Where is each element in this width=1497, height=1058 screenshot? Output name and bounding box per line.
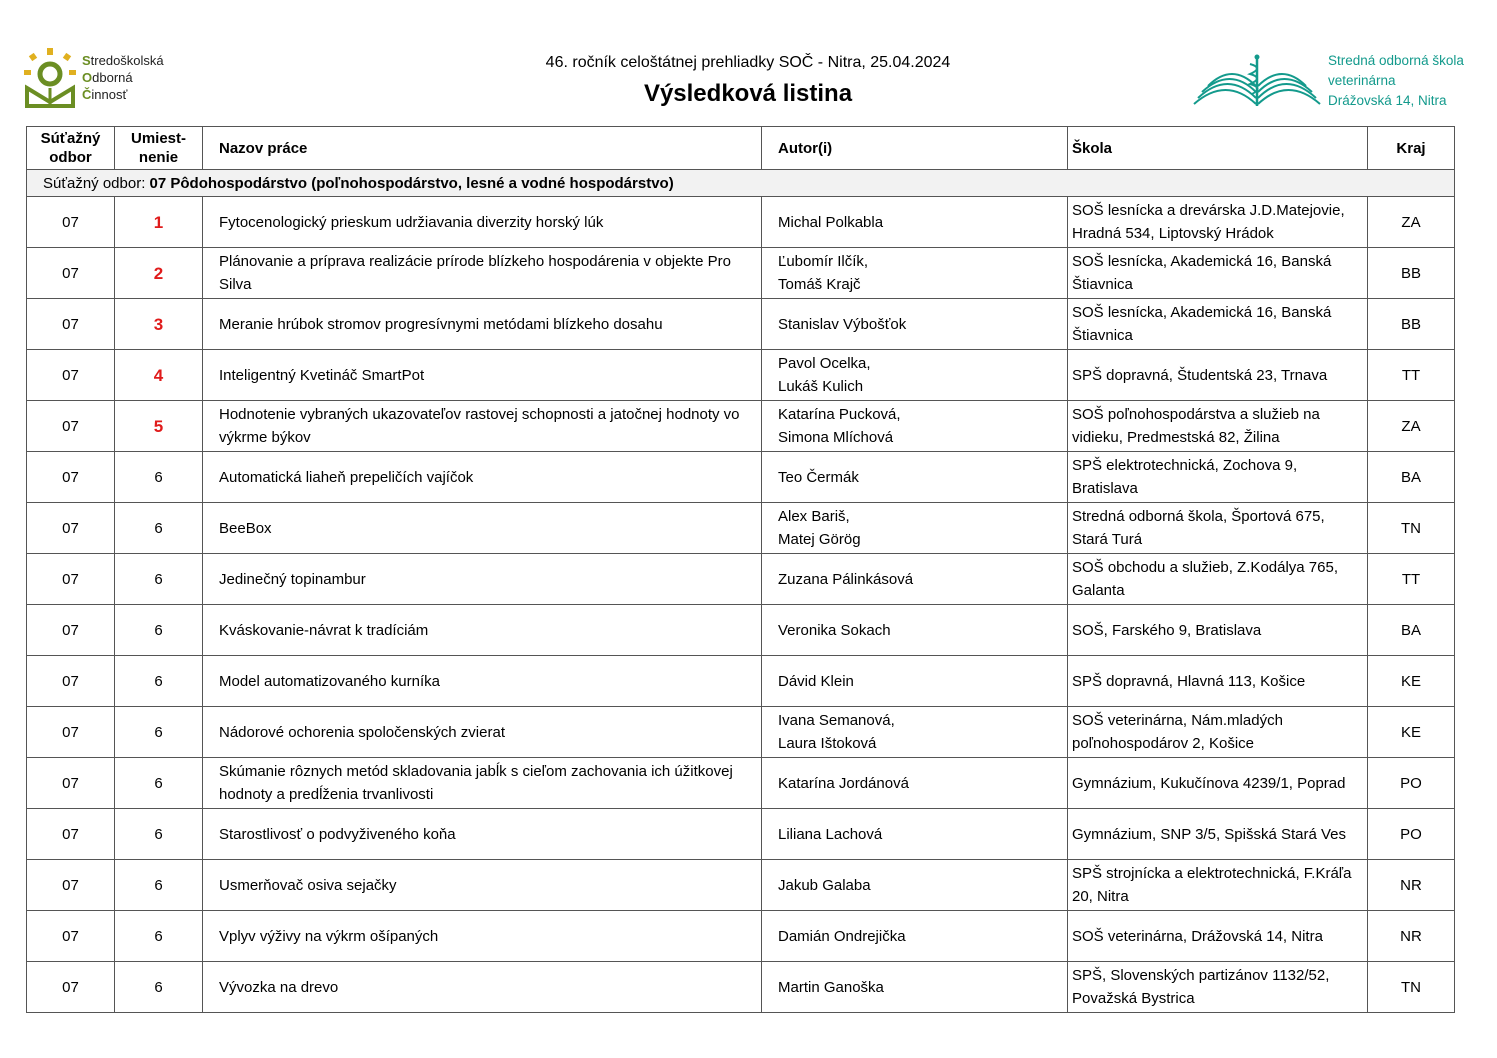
nazov-prace-cell: Meranie hrúbok stromov progresívnymi metódami blízkeho dosahu — [203, 299, 762, 350]
umiestnenie-cell: 6 — [115, 605, 203, 656]
table-row — [27, 503, 1455, 554]
header-skola: Škola — [1068, 127, 1368, 170]
header-autori: Autor(i) — [762, 127, 1068, 170]
author-name: Jakub Galaba — [778, 876, 871, 894]
kraj-cell: PO — [1368, 758, 1455, 809]
autori-cell — [762, 911, 1068, 962]
vet-logo-line: Drážovská 14, Nitra — [1328, 93, 1447, 108]
odbor-cell: 07 — [27, 911, 115, 962]
table-row — [27, 911, 1455, 962]
table-row — [27, 299, 1455, 350]
nazov-prace-cell: Kváskovanie-návrat k tradíciám — [203, 605, 762, 656]
odbor-cell: 07 — [27, 503, 115, 554]
odbor-cell: 07 — [27, 197, 115, 248]
document-subtitle: 46. ročník celoštátnej prehliadky SOČ - Nitra, 25.04.2024 — [545, 54, 951, 71]
header-kraj: Kraj — [1368, 127, 1455, 170]
table-row — [27, 809, 1455, 860]
odbor-cell: 07 — [27, 248, 115, 299]
umiestnenie-cell: 5 — [115, 401, 203, 452]
umiestnenie-cell: 1 — [115, 197, 203, 248]
skola-cell: SPŠ dopravná, Študentská 23, Trnava — [1068, 350, 1368, 401]
umiestnenie-cell: 3 — [115, 299, 203, 350]
kraj-cell: NR — [1368, 860, 1455, 911]
nazov-prace-cell: Inteligentný Kvetináč SmartPot — [203, 350, 762, 401]
odbor-cell: 07 — [27, 452, 115, 503]
table-header-row — [27, 127, 1455, 170]
odbor-cell: 07 — [27, 656, 115, 707]
umiestnenie-cell: 6 — [115, 758, 203, 809]
open-book-caduceus-icon — [1190, 54, 1324, 110]
vet-logo-line: Stredná odborná škola — [1328, 53, 1464, 68]
author-name: Katarína Jordánová — [778, 774, 909, 792]
kraj-cell: KE — [1368, 707, 1455, 758]
soc-logo-initial: S — [82, 53, 91, 68]
kraj-cell: BA — [1368, 452, 1455, 503]
kraj-cell: BB — [1368, 248, 1455, 299]
umiestnenie-cell: 6 — [115, 707, 203, 758]
skola-cell: Gymnázium, Kukučínova 4239/1, Poprad — [1068, 758, 1368, 809]
vet-school-logo — [1190, 48, 1480, 114]
soc-logo-word: innosť — [91, 87, 128, 102]
soc-logo-word: dborná — [92, 70, 133, 85]
soc-logo-line — [82, 86, 164, 103]
kraj-cell: TT — [1368, 350, 1455, 401]
umiestnenie-cell: 6 — [115, 452, 203, 503]
skola-cell: SPŠ elektrotechnická, Zochova 9, Bratislava — [1068, 452, 1368, 503]
author-name: Ľubomír Ilčík, — [778, 253, 869, 270]
nazov-prace-cell: Nádorové ochorenia spoločenských zvierat — [203, 707, 762, 758]
author-name: Michal Polkabla — [778, 213, 884, 231]
kraj-cell: TT — [1368, 554, 1455, 605]
umiestnenie-cell: 6 — [115, 554, 203, 605]
skola-cell: SPŠ strojnícka a elektrotechnická, F.Kráľa 20, Nitra — [1068, 860, 1368, 911]
kraj-cell: TN — [1368, 503, 1455, 554]
autori-cell — [762, 656, 1068, 707]
nazov-prace-cell: Skúmanie rôznych metód skladovania jabĺk s cieľom zachovania ich úžitkovej hodnoty a predĺženia trvanlivosti — [203, 758, 762, 809]
skola-cell: SOŠ poľnohospodárstva a služieb na vidieku, Predmestská 82, Žilina — [1068, 401, 1368, 452]
header-nazov-prace: Nazov práce — [203, 127, 762, 170]
skola-cell: SOŠ obchodu a služieb, Z.Kodálya 765, Galanta — [1068, 554, 1368, 605]
autori-cell — [762, 299, 1068, 350]
odbor-cell: 07 — [27, 860, 115, 911]
vet-logo-line: veterinárna — [1328, 73, 1396, 88]
odbor-cell: 07 — [27, 962, 115, 1013]
nazov-prace-cell: Fytocenologický prieskum udržiavania diverzity horský lúk — [203, 197, 762, 248]
table-row — [27, 248, 1455, 299]
soc-logo-initial: Č — [82, 87, 92, 102]
umiestnenie-cell: 6 — [115, 962, 203, 1013]
soc-logo — [24, 48, 194, 112]
table-row — [27, 656, 1455, 707]
autori-cell — [762, 707, 1068, 758]
odbor-cell: 07 — [27, 809, 115, 860]
umiestnenie-cell: 6 — [115, 809, 203, 860]
section-row — [27, 170, 1455, 197]
odbor-cell: 07 — [27, 299, 115, 350]
autori-cell — [762, 503, 1068, 554]
author-name: Teo Čermák — [778, 468, 859, 486]
author-name: Simona Mlíchová — [778, 429, 894, 446]
table-row — [27, 707, 1455, 758]
soc-logo-line — [82, 69, 164, 86]
nazov-prace-cell: Jedinečný topinambur — [203, 554, 762, 605]
table-row — [27, 401, 1455, 452]
table-row — [27, 605, 1455, 656]
kraj-cell: ZA — [1368, 401, 1455, 452]
skola-cell: SPŠ dopravná, Hlavná 113, Košice — [1068, 656, 1368, 707]
soc-logo-word: tredoškolská — [90, 53, 164, 68]
kraj-cell: BB — [1368, 299, 1455, 350]
table-row — [27, 962, 1455, 1013]
table-row — [27, 554, 1455, 605]
section-name: 07 Pôdohospodárstvo (poľnohospodárstvo, lesné a vodné hospodárstvo) — [149, 174, 674, 192]
skola-cell: SOŠ lesnícka, Akademická 16, Banská Štiavnica — [1068, 299, 1368, 350]
soc-emblem-icon — [24, 48, 76, 108]
umiestnenie-cell: 6 — [115, 911, 203, 962]
skola-cell: Gymnázium, SNP 3/5, Spišská Stará Ves — [1068, 809, 1368, 860]
umiestnenie-cell: 6 — [115, 503, 203, 554]
odbor-cell: 07 — [27, 605, 115, 656]
autori-cell — [762, 605, 1068, 656]
odbor-cell: 07 — [27, 350, 115, 401]
kraj-cell: ZA — [1368, 197, 1455, 248]
kraj-cell: NR — [1368, 911, 1455, 962]
table-row — [27, 350, 1455, 401]
autori-cell — [762, 962, 1068, 1013]
nazov-prace-cell: Starostlivosť o podvyživeného koňa — [203, 809, 762, 860]
author-name: Dávid Klein — [778, 672, 854, 690]
soc-logo-initial: O — [82, 70, 93, 85]
author-name: Zuzana Pálinkásová — [778, 570, 914, 588]
odbor-cell: 07 — [27, 758, 115, 809]
odbor-cell: 07 — [27, 707, 115, 758]
umiestnenie-cell: 2 — [115, 248, 203, 299]
table-row — [27, 197, 1455, 248]
kraj-cell: KE — [1368, 656, 1455, 707]
nazov-prace-cell: Usmerňovač osiva sejačky — [203, 860, 762, 911]
author-name: Pavol Ocelka, — [778, 355, 871, 372]
umiestnenie-cell: 6 — [115, 656, 203, 707]
autori-cell — [762, 248, 1068, 299]
odbor-cell: 07 — [27, 554, 115, 605]
skola-cell: SOŠ veterinárna, Nám.mladých poľnohospodárov 2, Košice — [1068, 707, 1368, 758]
vet-school-text — [1328, 51, 1464, 111]
author-name: Martin Ganoška — [778, 978, 884, 996]
autori-cell — [762, 197, 1068, 248]
autori-cell — [762, 452, 1068, 503]
umiestnenie-cell: 6 — [115, 860, 203, 911]
umiestnenie-cell: 4 — [115, 350, 203, 401]
author-name: Liliana Lachová — [778, 825, 883, 843]
nazov-prace-cell: BeeBox — [203, 503, 762, 554]
results-table — [26, 126, 1455, 1013]
section-label: Súťažný odbor: — [43, 174, 150, 192]
autori-cell — [762, 809, 1068, 860]
author-name: Matej Görög — [778, 531, 861, 548]
autori-cell — [762, 350, 1068, 401]
document-header — [400, 52, 1096, 110]
skola-cell: SOŠ lesnícka, Akademická 16, Banská Štiavnica — [1068, 248, 1368, 299]
autori-cell — [762, 758, 1068, 809]
nazov-prace-cell: Vplyv výživy na výkrm ošípaných — [203, 911, 762, 962]
autori-cell — [762, 401, 1068, 452]
author-name: Tomáš Krajč — [778, 276, 861, 293]
nazov-prace-cell: Hodnotenie vybraných ukazovateľov rastovej schopnosti a jatočnej hodnoty vo výkrme býkov — [203, 401, 762, 452]
author-name: Katarína Pucková, — [778, 406, 901, 423]
odbor-cell: 07 — [27, 401, 115, 452]
table-row — [27, 452, 1455, 503]
nazov-prace-cell: Plánovanie a príprava realizácie prírode blízkeho hospodárenia v objekte Pro Silva — [203, 248, 762, 299]
autori-cell — [762, 860, 1068, 911]
author-name: Ivana Semanová, — [778, 712, 895, 729]
table-row — [27, 758, 1455, 809]
soc-logo-line — [82, 52, 164, 69]
author-name: Veronika Sokach — [778, 621, 891, 639]
author-name: Damián Ondrejička — [778, 927, 906, 945]
kraj-cell: PO — [1368, 809, 1455, 860]
section-cell — [27, 170, 1455, 197]
author-name: Stanislav Výbošťok — [778, 315, 907, 333]
table-row — [27, 860, 1455, 911]
skola-cell: SOŠ lesnícka a drevárska J.D.Matejovie, Hradná 534, Liptovský Hrádok — [1068, 197, 1368, 248]
nazov-prace-cell: Vývozka na drevo — [203, 962, 762, 1013]
skola-cell: SOŠ veterinárna, Drážovská 14, Nitra — [1068, 911, 1368, 962]
nazov-prace-cell: Automatická liaheň prepeličích vajíčok — [203, 452, 762, 503]
author-name: Lukáš Kulich — [778, 378, 864, 395]
author-name: Alex Bariš, — [778, 508, 850, 525]
kraj-cell: TN — [1368, 962, 1455, 1013]
skola-cell: Stredná odborná škola, Športová 675, Stará Turá — [1068, 503, 1368, 554]
skola-cell: SOŠ, Farského 9, Bratislava — [1068, 605, 1368, 656]
autori-cell — [762, 554, 1068, 605]
document-title: Výsledková listina — [643, 80, 853, 107]
kraj-cell: BA — [1368, 605, 1455, 656]
header-umiestnenie: Umiest- nenie — [115, 127, 203, 170]
author-name: Laura Ištoková — [778, 735, 877, 752]
nazov-prace-cell: Model automatizovaného kurníka — [203, 656, 762, 707]
skola-cell: SPŠ, Slovenských partizánov 1132/52, Považská Bystrica — [1068, 962, 1368, 1013]
soc-logo-text — [82, 52, 164, 103]
header-odbor: Súťažný odbor — [27, 127, 115, 170]
